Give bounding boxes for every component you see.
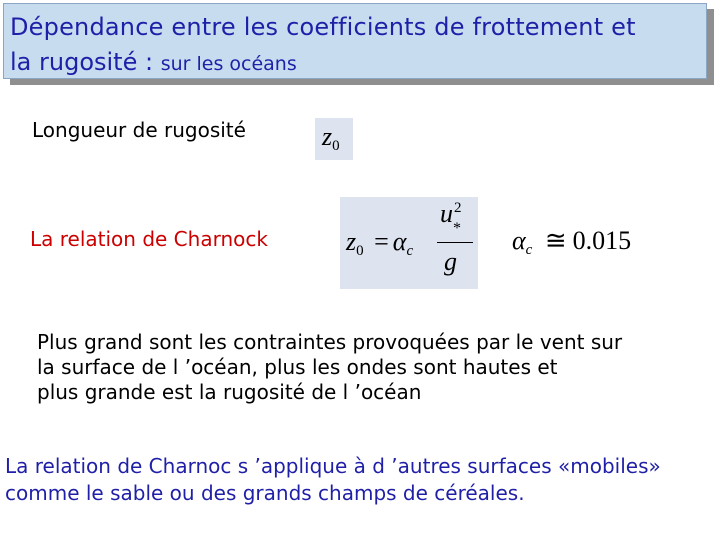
slide-title-line1: Dépendance entre les coefficients de frottement et xyxy=(10,13,636,41)
alpha-index: c xyxy=(406,243,414,259)
alpha-value-index: c xyxy=(525,242,533,258)
explanation-paragraph xyxy=(37,330,707,405)
conclusion-line-1: La relation de Charnoc s ’applique à d ’autres surfaces «mobiles» xyxy=(5,454,661,478)
fraction-numerator xyxy=(440,199,465,237)
friction-velocity-letter: u xyxy=(440,199,453,228)
alpha-value-equation xyxy=(512,226,631,259)
charnock-relation-label: La relation de Charnock xyxy=(30,227,268,251)
roughness-length-label: Longueur de rugosité xyxy=(32,118,246,142)
gravity-letter: g xyxy=(444,247,457,276)
numerator-power: 2 xyxy=(454,200,462,216)
fraction-bar xyxy=(437,242,473,243)
conclusion-text xyxy=(5,453,720,507)
title-box xyxy=(3,3,707,79)
conclusion-line-2: comme le sable ou des grands champs de céréales. xyxy=(5,481,525,505)
paragraph-line-2: la surface de l ’océan, plus les ondes sont hautes et xyxy=(37,355,558,379)
slide-subtitle: sur les océans xyxy=(160,53,297,75)
numerator-index: * xyxy=(453,220,461,237)
z0-equation-box xyxy=(315,118,353,160)
slide-title-main: la rugosité : xyxy=(10,48,161,76)
z0-index: 0 xyxy=(332,138,340,154)
charnock-lhs-index: 0 xyxy=(356,243,364,259)
slide-title-line2 xyxy=(10,48,297,76)
approx-sign: ≅ xyxy=(544,226,567,255)
z0-symbol xyxy=(322,122,340,155)
equals-sign: = xyxy=(374,227,389,256)
paragraph-line-3: plus grande est la rugosité de l ’océan xyxy=(37,380,422,404)
paragraph-line-1: Plus grand sont les contraintes provoquées par le vent sur xyxy=(37,330,623,354)
charnock-equation-box xyxy=(340,197,478,289)
alpha-value: 0.015 xyxy=(572,226,632,255)
alpha-symbol: α xyxy=(392,227,407,256)
alpha-value-symbol: α xyxy=(512,226,526,255)
fraction-denominator xyxy=(444,247,457,277)
charnock-lhs-letter: z xyxy=(346,227,357,256)
charnock-lhs xyxy=(346,227,413,260)
z0-letter: z xyxy=(322,122,333,151)
